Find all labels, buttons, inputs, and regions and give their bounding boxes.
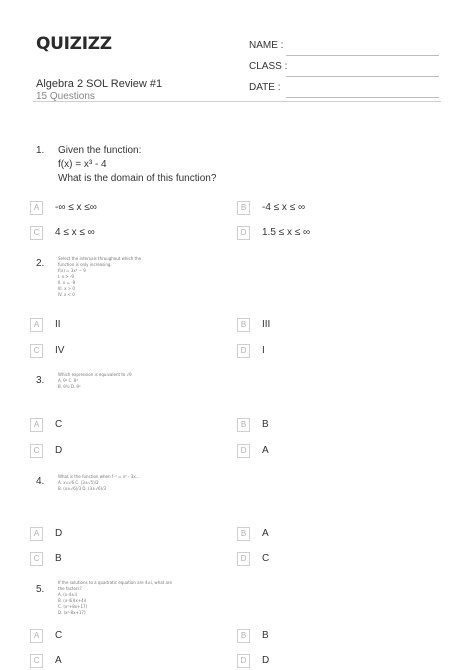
option-letter: C xyxy=(30,344,43,358)
option-letter: A xyxy=(30,527,43,541)
option-letter: D xyxy=(237,654,250,668)
question-image xyxy=(58,256,141,298)
option-text: A xyxy=(55,655,62,666)
option-text: I xyxy=(262,345,265,356)
question-image-line: Which expression is equivalent to √θ xyxy=(58,372,132,377)
question-count: 15 Questions xyxy=(36,91,95,102)
option-letter: D xyxy=(237,226,250,240)
question-image-line: III. x > 0 xyxy=(58,286,75,291)
option-letter: A xyxy=(30,201,43,215)
question-image xyxy=(58,372,132,390)
option-text: 4 ≤ x ≤ ∞ xyxy=(55,227,95,238)
question-image-line: C. (x²+8x+17) xyxy=(58,604,88,609)
option-letter: C xyxy=(30,654,43,668)
option-text: D xyxy=(55,528,63,539)
question-number: 5. xyxy=(36,584,45,595)
class-label: CLASS : xyxy=(249,61,288,72)
option-text: A xyxy=(262,445,269,456)
question-number: 3. xyxy=(36,375,45,386)
question-image-line: function is only increasing. xyxy=(58,262,112,267)
option-text: C xyxy=(55,630,63,641)
question-image-line: A. (x-4±i) xyxy=(58,592,78,597)
option-letter: B xyxy=(237,527,250,541)
option-text: C xyxy=(55,419,63,430)
quizizz-logo: QUIZIZZ xyxy=(36,34,112,54)
question-image-line: What is the function when f⁻¹ = x² - 3x... xyxy=(58,474,140,479)
option-letter: B xyxy=(237,318,250,332)
date-label: DATE : xyxy=(249,82,281,93)
option-letter: B xyxy=(237,629,250,643)
question-image xyxy=(58,580,172,616)
question-image-line: I. x > -9 xyxy=(58,274,74,279)
question-image-line: A. x=√6 C. (3±√5)/2 xyxy=(58,480,99,485)
date-field[interactable] xyxy=(249,82,439,96)
option-text: IV xyxy=(55,345,65,356)
name-field[interactable] xyxy=(249,40,439,54)
option-text: D xyxy=(262,655,270,666)
question-number: 4. xyxy=(36,476,45,487)
question-image-line: D. (x²-8x+17) xyxy=(58,610,86,615)
question-line: What is the domain of this function? xyxy=(58,173,217,184)
name-line xyxy=(286,55,439,56)
class-line xyxy=(286,76,439,77)
option-text: III xyxy=(262,319,271,330)
question-image-line: B. θ½ D. θ² xyxy=(58,384,81,389)
question-number: 2. xyxy=(36,258,45,269)
question-image-line: B. (x±√6)/3 D. (3±√6)/3 xyxy=(58,486,107,491)
option-letter: A xyxy=(30,318,43,332)
option-letter: C xyxy=(30,444,43,458)
option-text: B xyxy=(262,630,269,641)
option-letter: B xyxy=(237,418,250,432)
option-text: -4 ≤ x ≤ ∞ xyxy=(262,202,306,213)
question-text xyxy=(58,144,216,186)
question-image-line: B. (x-4i)(x+4i) xyxy=(58,598,87,603)
option-text: B xyxy=(55,553,62,564)
option-letter: A xyxy=(30,629,43,643)
class-field[interactable] xyxy=(249,61,439,75)
option-text: II xyxy=(55,319,61,330)
question-image-line: If the solutions to a quadratic equation are 4±i, what are xyxy=(58,580,172,585)
option-letter: C xyxy=(30,552,43,566)
header-divider xyxy=(33,101,441,102)
option-letter: D xyxy=(237,552,250,566)
option-text: D xyxy=(55,445,63,456)
option-letter: A xyxy=(30,418,43,432)
option-text: B xyxy=(262,419,269,430)
date-line xyxy=(286,97,439,98)
question-number: 1. xyxy=(36,145,45,156)
option-text: -∞ ≤ x ≤∞ xyxy=(55,202,97,213)
question-image-line: A. θ² C. θ³ xyxy=(58,378,78,383)
option-text: A xyxy=(262,528,269,539)
question-image-line: II. x = -9 xyxy=(58,280,76,285)
option-text: 1.5 ≤ x ≤ ∞ xyxy=(262,227,311,238)
name-label: NAME : xyxy=(249,40,284,51)
option-letter: C xyxy=(30,226,43,240)
option-letter: D xyxy=(237,444,250,458)
question-image-line: the factors? xyxy=(58,586,82,591)
question-image-line: Select the intervals throughout which the xyxy=(58,256,142,261)
option-letter: D xyxy=(237,344,250,358)
worksheet-header xyxy=(0,24,474,104)
question-image-line: IV. x < 0 xyxy=(58,292,75,297)
question-line: f(x) = x³ - 4 xyxy=(58,159,107,170)
option-letter: B xyxy=(237,201,250,215)
question-image-line: f(x) = 3x² − 9 xyxy=(58,268,86,273)
question-line: Given the function: xyxy=(58,145,142,156)
question-image xyxy=(58,474,139,492)
worksheet-title: Algebra 2 SOL Review #1 xyxy=(36,78,163,90)
option-text: C xyxy=(262,553,270,564)
